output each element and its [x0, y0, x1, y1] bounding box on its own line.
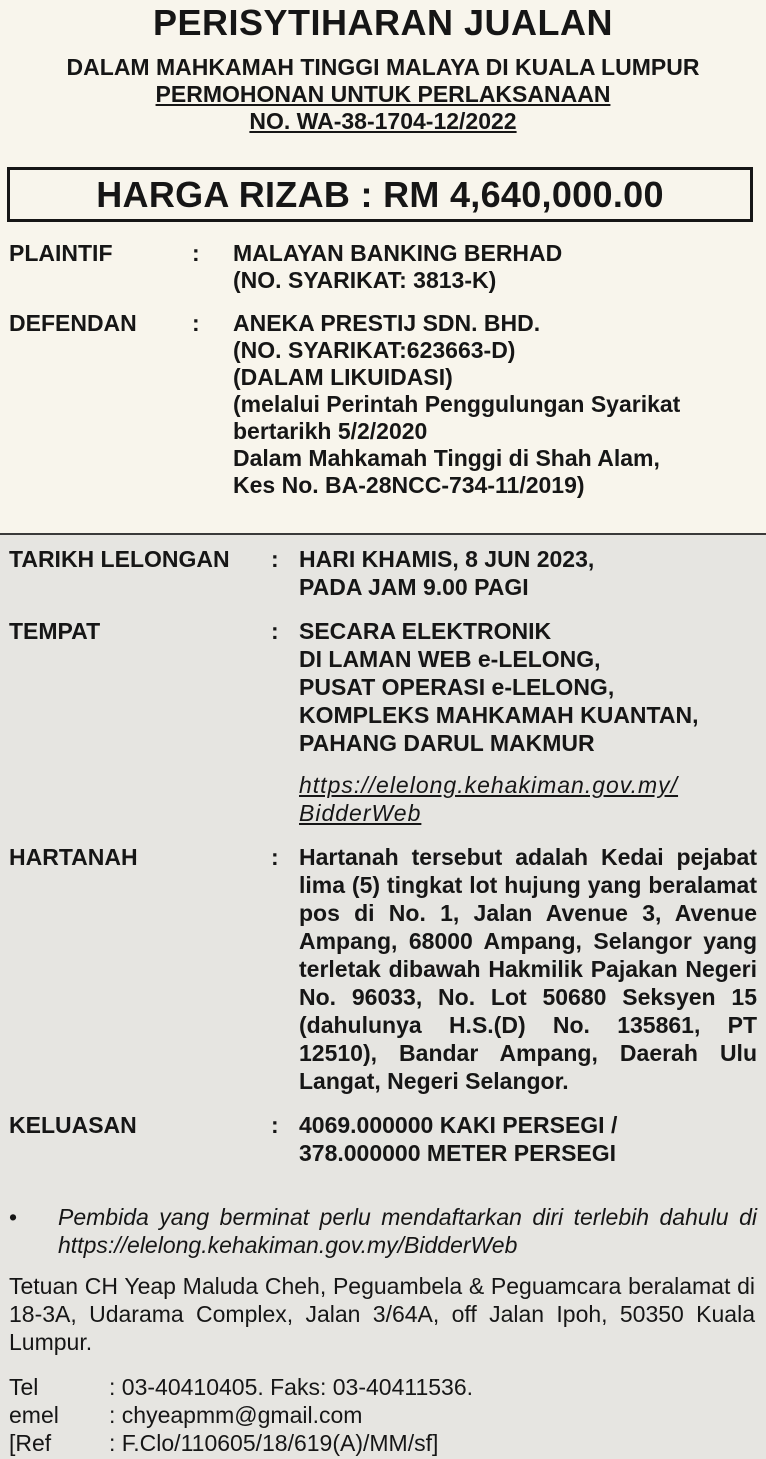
ref-label: [Ref [9, 1430, 52, 1456]
bidder-note [9, 1203, 757, 1259]
area-row [9, 1111, 757, 1167]
ref-row [9, 1429, 755, 1457]
defendant-line: (melalui Perintah Penggulungan Syarikat [233, 391, 681, 417]
plaintiff-label: PLAINTIF [9, 240, 113, 266]
defendant-line: (NO. SYARIKAT:623663-D) [233, 337, 516, 363]
auction-date-row [9, 545, 757, 601]
area-label: KELUASAN [9, 1112, 137, 1138]
elelong-link-line2[interactable]: BidderWeb [299, 800, 422, 826]
defendant-line: Kes No. BA-28NCC-734-11/2019) [233, 472, 585, 498]
area-line: 4069.000000 KAKI PERSEGI / [299, 1112, 618, 1138]
defendant-value [233, 310, 759, 499]
defendant-line: Dalam Mahkamah Tinggi di Shah Alam, [233, 445, 660, 471]
law-firm-paragraph: Tetuan CH Yeap Maluda Cheh, Peguambela & Peguamcara beralamat di 18-3A, Udarama Complex, Jalan 3/64A, off Jalan Ipoh, 50350 Kuala Lumpur. [9, 1273, 755, 1355]
area-value [299, 1111, 757, 1167]
property-label: HARTANAH [9, 844, 138, 870]
auction-details [9, 545, 757, 1167]
ref-value: : F.Clo/110605/18/619(A)/MM/sf] [109, 1430, 439, 1456]
defendant-line: bertarikh 5/2/2020 [233, 418, 428, 444]
auction-date-line: PADA JAM 9.00 PAGI [299, 574, 529, 600]
property-colon: : [271, 844, 279, 870]
area-line: 378.000000 METER PERSEGI [299, 1140, 617, 1166]
tel-value: : 03-40410405. Faks: 03-40411536. [109, 1374, 474, 1400]
email-label: emel [9, 1402, 59, 1428]
reserve-price-box: HARGA RIZAB : RM 4,640,000.00 [7, 167, 753, 222]
plaintiff-value [233, 240, 759, 294]
plaintiff-colon: : [192, 240, 200, 266]
venue-line: SECARA ELEKTRONIK [299, 618, 552, 644]
auction-date-colon: : [271, 546, 279, 572]
application-title: PERMOHONAN UNTUK PERLAKSANAAN [155, 81, 611, 107]
venue-value [299, 617, 757, 757]
venue-line: DI LAMAN WEB e-LELONG, [299, 646, 601, 672]
notice-title: PERISYTIHARAN JUALAN [152, 2, 614, 43]
plaintiff-row [9, 240, 759, 294]
venue-row [9, 617, 757, 757]
area-colon: : [271, 1112, 279, 1138]
email-row [9, 1401, 755, 1429]
venue-line: KOMPLEKS MAHKAMAH KUANTAN, [299, 702, 699, 728]
elelong-link-line1[interactable]: https://elelong.kehakiman.gov.my/ [299, 772, 679, 798]
venue-colon: : [271, 618, 279, 644]
plaintiff-name: MALAYAN BANKING BERHAD [233, 240, 563, 266]
property-row [9, 843, 757, 1095]
property-description: Hartanah tersebut adalah Kedai pejabat lima (5) tingkat lot hujung yang beralamat pos di No. 1, Jalan Avenue 3, Avenue Ampang, 68000 Ampang, Selangor yang terletak dibawah Hakmilik Pajakan Negeri No. 96033, No. Lot 50680 Seksyen 15 (dahulunya H.S.(D) No. 135861, PT 12510), Bandar Ampang, Daerah Ulu Langat, Negeri Selangor. [299, 844, 757, 1094]
defendant-colon: : [192, 310, 200, 336]
elelong-link[interactable] [299, 771, 757, 827]
defendant-line: ANEKA PRESTIJ SDN. BHD. [233, 310, 541, 336]
venue-line: PUSAT OPERASI e-LELONG, [299, 674, 615, 700]
plaintiff-company-no: (NO. SYARIKAT: 3813-K) [233, 267, 497, 293]
bullet-icon: • [9, 1204, 18, 1230]
venue-label: TEMPAT [9, 618, 101, 644]
contact-details [9, 1373, 755, 1457]
defendant-label: DEFENDAN [9, 310, 137, 336]
auction-date-line: HARI KHAMIS, 8 JUN 2023, [299, 546, 595, 572]
email-value[interactable]: : chyeapmm@gmail.com [109, 1402, 363, 1428]
venue-line: PAHANG DARUL MAKMUR [299, 730, 595, 756]
tel-row [9, 1373, 755, 1401]
defendant-line: (DALAM LIKUIDASI) [233, 364, 453, 390]
defendant-row [9, 310, 759, 499]
case-number: NO. WA-38-1704-12/2022 [249, 108, 517, 134]
court-name: DALAM MAHKAMAH TINGGI MALAYA DI KUALA LUMPUR [66, 54, 700, 80]
tel-label: Tel [9, 1374, 39, 1400]
auction-date-label: TARIKH LELONGAN [9, 546, 230, 572]
auction-date-value [299, 545, 757, 601]
parties-section [9, 240, 759, 499]
bidder-note-text: Pembida yang berminat perlu mendaftarkan diri terlebih dahulu di https://elelong.kehakiman.gov.my/BidderWeb [58, 1204, 757, 1258]
